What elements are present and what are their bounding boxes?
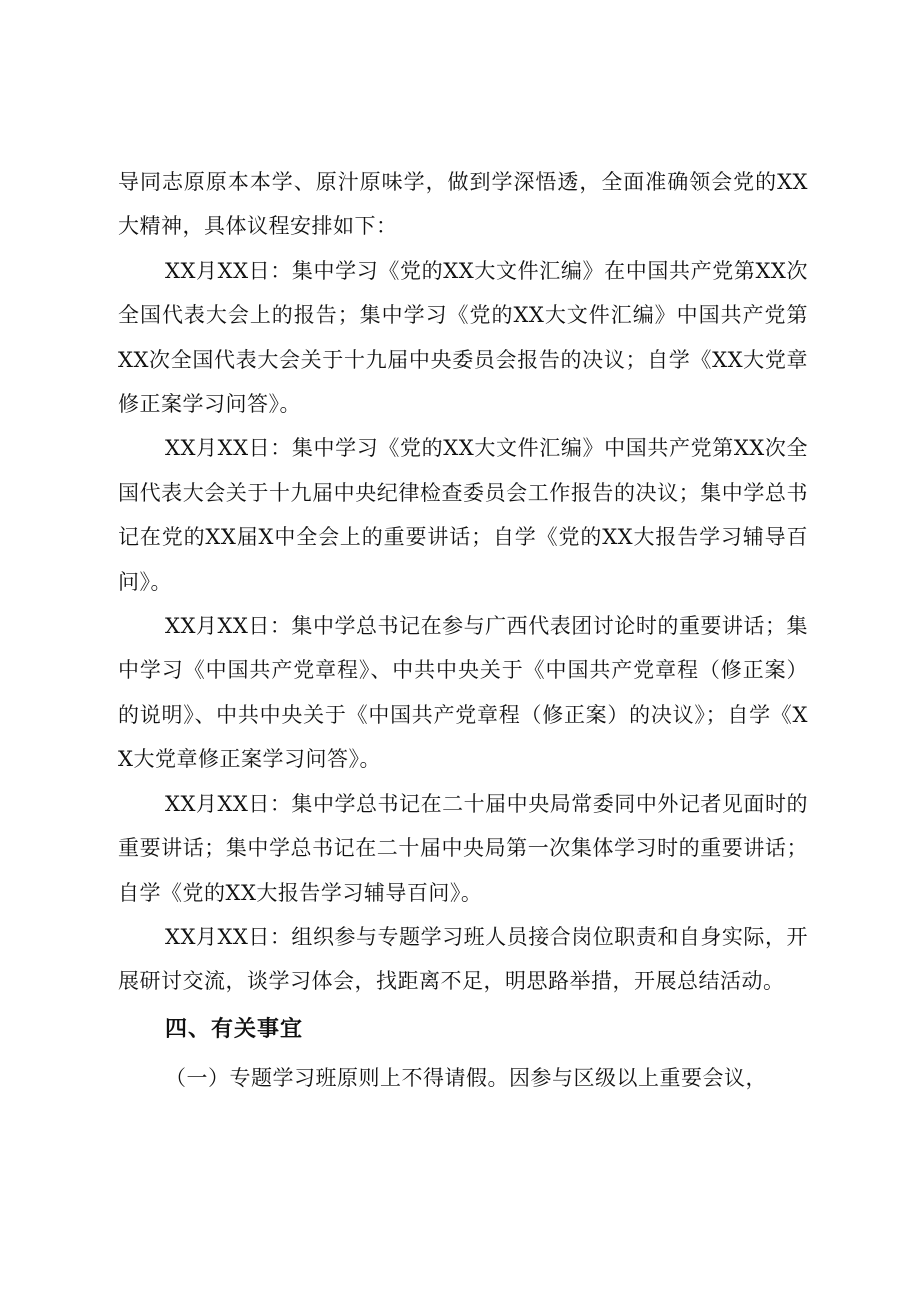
paragraph-schedule-day-1: XX月XX日：集中学习《党的XX大文件汇编》在中国共产党第XX次全国代表大会上的报告；集中学习《党的XX大文件汇编》中国共产党第XX次全国代表大会关于十九届中央委员会报告的决议；自学《XX大党章修正案学习问答》。 <box>118 258 808 417</box>
paragraph-schedule-day-2: XX月XX日：集中学习《党的XX大文件汇编》中国共产党第XX次全国代表大会关于十九届中央纪律检查委员会工作报告的决议；集中学总书记在党的XX届X中全会上的重要讲话；自学《党的XX大报告学习辅导百问》。 <box>118 436 808 594</box>
paragraph-schedule-day-3: XX月XX日：集中学总书记在参与广西代表团讨论时的重要讲话；集中学习《中国共产党章程》、中共中央关于《中国共产党章程（修正案）的说明》、中共中央关于《中国共产党章程（修正案）的决议》；自学《XX大党章修正案学习问答》。 <box>118 614 808 772</box>
paragraph-schedule-day-5: XX月XX日：组织参与专题学习班人员接合岗位职责和自身实际，开展研讨交流，谈学习体会，找距离不足，明思路举措，开展总结活动。 <box>118 924 808 994</box>
document-page <box>118 160 808 1100</box>
paragraph-intro-continued: 导同志原原本本学、原汁原味学，做到学深悟透，全面准确领会党的XX大精神，具体议程安排如下： <box>118 170 808 239</box>
paragraph-schedule-day-4: XX月XX日：集中学总书记在二十届中央局常委同中外记者见面时的重要讲话；集中学总书记在二十届中央局第一次集体学习时的重要讲话；自学《党的XX大报告学习辅导百问》。 <box>118 791 808 905</box>
paragraph-leave-policy: （一）专题学习班原则上不得请假。因参与区级以上重要会议， <box>165 1065 767 1090</box>
section-heading: 四、有关事宜 <box>165 1016 304 1042</box>
